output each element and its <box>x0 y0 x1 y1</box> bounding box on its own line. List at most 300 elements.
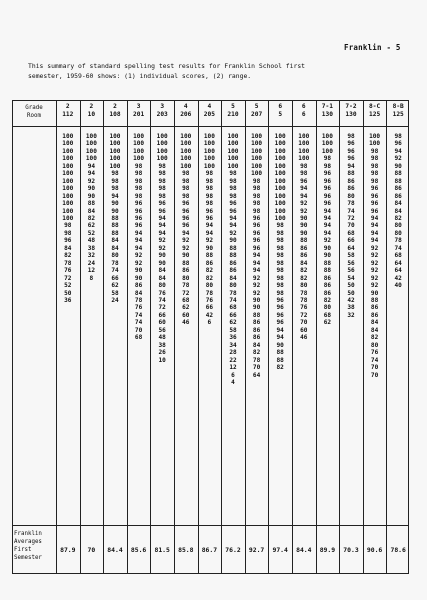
score-value: 86 <box>347 185 355 193</box>
score-value: 84 <box>158 274 166 282</box>
score-value: 80 <box>323 304 332 312</box>
score-value: 78 <box>205 289 214 297</box>
score-value: 98 <box>205 192 214 200</box>
score-value: 100 <box>203 140 215 148</box>
score-value: 98 <box>252 192 261 200</box>
score-value: 88 <box>370 296 379 304</box>
score-value: 96 <box>252 237 261 245</box>
score-value: 98 <box>252 200 261 208</box>
score-value: 64 <box>394 267 402 275</box>
score-value: 96 <box>323 192 332 200</box>
room-value: 10 <box>87 111 96 118</box>
score-value: 94 <box>347 162 355 170</box>
intro-line-1: This summary of standard spelling test results for Franklin School first <box>28 62 306 70</box>
score-value: 100 <box>274 133 286 140</box>
room-column <box>56 101 80 573</box>
score-value: 100 <box>85 140 97 148</box>
score-value: 64 <box>252 371 261 379</box>
score-value: 88 <box>276 356 284 364</box>
score-value: 70 <box>252 364 261 372</box>
score-value: 90 <box>323 252 332 260</box>
grade-room-header <box>13 104 55 120</box>
score-value: 92 <box>300 200 308 208</box>
score-value: 74 <box>370 356 379 364</box>
score-value: 96 <box>158 200 166 208</box>
score-value: 92 <box>205 237 214 245</box>
score-value: 50 <box>347 282 355 290</box>
score-value: 96 <box>323 185 332 193</box>
average-value: 86.7 <box>201 546 218 554</box>
score-value: 74 <box>229 296 237 304</box>
score-value: 56 <box>347 259 355 267</box>
score-value: 100 <box>62 177 74 185</box>
grade-value: 7-1 <box>321 103 333 110</box>
score-value: 100 <box>156 133 168 140</box>
score-value: 96 <box>276 304 284 312</box>
score-value: 76 <box>158 289 166 297</box>
score-value: 78 <box>300 296 308 304</box>
score-value: 6 <box>207 319 212 327</box>
score-value: 74 <box>158 296 166 304</box>
score-value: 90 <box>158 259 166 267</box>
score-value: 48 <box>87 237 96 245</box>
score-value: 50 <box>347 289 355 297</box>
score-value: 100 <box>62 147 74 155</box>
score-value: 100 <box>133 155 145 163</box>
room-value: 207 <box>251 111 263 118</box>
score-value: 84 <box>394 207 402 215</box>
score-value: 80 <box>394 229 402 237</box>
score-value: 100 <box>251 155 263 163</box>
grade-room-cell <box>198 103 222 119</box>
room-value: 125 <box>392 111 404 118</box>
score-value: 100 <box>227 140 239 148</box>
score-value: 98 <box>158 170 166 178</box>
score-value: 92 <box>182 237 190 245</box>
score-value: 100 <box>62 140 74 148</box>
score-value: 96 <box>347 155 355 163</box>
room-value: 205 <box>203 111 215 118</box>
score-value: 90 <box>87 185 96 193</box>
score-value: 88 <box>205 252 214 260</box>
score-value: 100 <box>274 147 286 155</box>
score-value: 100 <box>251 162 263 170</box>
score-value: 76 <box>205 296 214 304</box>
score-value: 12 <box>229 364 237 372</box>
score-value: 98 <box>276 252 284 260</box>
score-value: 72 <box>158 304 166 312</box>
score-list <box>316 133 340 327</box>
score-value: 92 <box>158 244 166 252</box>
score-value: 90 <box>323 244 332 252</box>
score-value: 96 <box>158 207 166 215</box>
averages-label-line: Franklin <box>14 531 42 537</box>
score-value: 100 <box>274 177 286 185</box>
score-value: 98 <box>229 170 237 178</box>
room-column <box>292 101 316 573</box>
grade-value: 5 <box>231 103 235 110</box>
grade-room-cell <box>268 103 292 119</box>
score-value: 100 <box>274 207 286 215</box>
score-value: 100 <box>227 133 239 140</box>
score-value: 70 <box>134 326 143 334</box>
score-value: 60 <box>158 319 166 327</box>
room-column <box>339 101 363 573</box>
score-value: 88 <box>182 259 190 267</box>
score-value: 86 <box>323 289 332 297</box>
score-list <box>339 133 363 319</box>
score-value: 94 <box>370 229 379 237</box>
grade-room-cell <box>292 103 316 119</box>
grade-room-cell <box>316 103 340 119</box>
score-value: 94 <box>323 222 332 230</box>
score-value: 100 <box>62 214 74 222</box>
score-value: 78 <box>182 282 190 290</box>
score-value: 90 <box>134 267 143 275</box>
score-list <box>221 133 245 386</box>
score-value: 100 <box>298 155 310 163</box>
score-value: 98 <box>64 222 72 230</box>
score-list <box>127 133 151 342</box>
score-value: 96 <box>134 222 143 230</box>
score-value: 92 <box>394 155 402 163</box>
score-value: 70 <box>300 319 308 327</box>
grade-value: 3 <box>136 103 141 110</box>
score-value: 96 <box>276 311 284 319</box>
grade-value: 4 <box>207 103 212 110</box>
score-value: 94 <box>205 222 214 230</box>
score-value: 98 <box>394 133 402 140</box>
score-value: 86 <box>229 267 237 275</box>
score-value: 82 <box>64 252 72 260</box>
score-value: 4 <box>231 378 235 386</box>
grade-room-cell <box>150 103 174 119</box>
score-value: 100 <box>62 170 74 178</box>
average-value: 89.9 <box>319 546 336 554</box>
score-value: 66 <box>158 311 166 319</box>
score-value: 98 <box>158 185 166 193</box>
score-value: 100 <box>251 147 263 155</box>
score-value: 62 <box>87 222 96 230</box>
average-value: 87.9 <box>60 546 76 554</box>
score-value: 36 <box>229 334 237 342</box>
score-list <box>245 133 269 379</box>
score-list <box>56 133 80 304</box>
grade-room-cell <box>174 103 198 119</box>
score-value: 90 <box>252 304 261 312</box>
score-value: 100 <box>109 140 121 148</box>
score-value: 98 <box>323 162 332 170</box>
score-value: 94 <box>323 207 332 215</box>
score-value: 96 <box>347 140 355 148</box>
average-value: 97.4 <box>272 546 288 554</box>
score-value: 78 <box>252 356 261 364</box>
score-value: 94 <box>300 185 308 193</box>
score-value: 82 <box>87 214 96 222</box>
score-value: 100 <box>274 155 286 163</box>
score-value: 100 <box>156 155 168 163</box>
score-value: 98 <box>111 177 119 185</box>
score-value: 98 <box>182 177 190 185</box>
score-value: 80 <box>347 192 355 200</box>
score-value: 96 <box>229 200 237 208</box>
score-value: 100 <box>298 147 310 155</box>
score-value: 84 <box>111 244 119 252</box>
average-value: 81.5 <box>154 546 170 554</box>
score-value: 80 <box>300 282 308 290</box>
score-value: 80 <box>111 252 119 260</box>
score-value: 66 <box>229 311 237 319</box>
score-value: 92 <box>370 244 379 252</box>
score-value: 22 <box>229 356 237 364</box>
grade-room-cell <box>80 103 104 119</box>
average-value: 78.6 <box>390 546 406 554</box>
score-value: 80 <box>370 341 379 349</box>
score-value: 54 <box>347 274 355 282</box>
score-value: 100 <box>62 192 74 200</box>
score-value: 92 <box>87 177 96 185</box>
score-value: 100 <box>133 133 145 140</box>
score-value: 72 <box>300 311 308 319</box>
intro-line-2: semester, 1959-60 shows: (1) individual scores, (2) range. <box>28 72 252 80</box>
grade-label: Grade <box>25 105 43 111</box>
grade-value: 6 <box>301 103 306 110</box>
score-value: 88 <box>323 267 332 275</box>
score-value: 94 <box>252 259 261 267</box>
score-value: 80 <box>229 282 237 290</box>
score-value: 70 <box>347 222 355 230</box>
averages-label <box>14 530 56 562</box>
score-value: 94 <box>252 252 261 260</box>
score-value: 100 <box>321 133 333 140</box>
score-value: 98 <box>229 185 237 193</box>
grade-room-cell <box>127 103 151 119</box>
score-value: 100 <box>321 140 333 148</box>
score-value: 84 <box>87 207 96 215</box>
score-value: 68 <box>323 311 332 319</box>
score-value: 100 <box>180 155 192 163</box>
averages-label-line: Averages <box>14 539 42 545</box>
score-value: 100 <box>203 162 215 170</box>
score-value: 52 <box>64 282 72 290</box>
score-value: 86 <box>252 334 261 342</box>
grade-value: 2 <box>65 103 70 110</box>
score-value: 98 <box>276 289 284 297</box>
score-value: 98 <box>229 177 237 185</box>
score-value: 100 <box>227 162 239 170</box>
score-value: 98 <box>182 192 190 200</box>
score-value: 92 <box>252 274 261 282</box>
score-value: 84 <box>158 267 166 275</box>
score-list <box>386 133 410 290</box>
score-value: 94 <box>370 237 379 245</box>
score-value: 88 <box>111 214 119 222</box>
score-value: 98 <box>134 177 143 185</box>
score-value: 98 <box>182 170 190 178</box>
score-value: 82 <box>370 334 379 342</box>
score-value: 100 <box>251 170 263 178</box>
score-value: 96 <box>323 170 332 178</box>
score-value: 46 <box>300 334 308 342</box>
score-value: 72 <box>64 274 72 282</box>
score-value: 92 <box>370 274 379 282</box>
score-value: 82 <box>252 349 261 357</box>
score-value: 74 <box>134 319 143 327</box>
score-value: 96 <box>134 200 143 208</box>
grade-room-cell <box>221 103 245 119</box>
score-value: 92 <box>252 289 261 297</box>
score-list <box>103 133 127 304</box>
score-value: 96 <box>182 214 190 222</box>
score-value: 84 <box>370 319 379 327</box>
score-value: 58 <box>347 252 355 260</box>
room-column <box>150 101 174 573</box>
score-value: 68 <box>229 304 237 312</box>
score-value: 100 <box>274 170 286 178</box>
score-value: 100 <box>109 155 121 163</box>
grade-value: 4 <box>183 103 188 110</box>
score-value: 96 <box>300 177 308 185</box>
score-value: 88 <box>252 311 261 319</box>
score-value: 96 <box>276 296 284 304</box>
score-value: 94 <box>134 229 143 237</box>
score-value: 84 <box>394 200 402 208</box>
score-value: 94 <box>276 334 284 342</box>
score-value: 60 <box>182 311 190 319</box>
room-column <box>268 101 292 573</box>
grade-value: 3 <box>160 103 165 110</box>
score-value: 100 <box>85 147 97 155</box>
score-value: 100 <box>369 133 381 140</box>
average-value: 76.2 <box>225 546 241 554</box>
score-value: 100 <box>203 147 215 155</box>
score-value: 98 <box>134 162 143 170</box>
score-value: 90 <box>111 200 119 208</box>
score-value: 94 <box>229 214 237 222</box>
score-value: 8 <box>89 274 94 282</box>
score-value: 84 <box>134 289 143 297</box>
score-value: 86 <box>300 244 308 252</box>
grade-room-cell <box>386 103 410 119</box>
room-value: 130 <box>321 111 333 118</box>
score-value: 98 <box>276 237 284 245</box>
score-value: 96 <box>370 192 379 200</box>
score-value: 92 <box>370 252 379 260</box>
grade-value: 8-B <box>392 103 404 110</box>
score-value: 98 <box>252 177 261 185</box>
score-list <box>150 133 174 364</box>
score-value: 100 <box>109 162 121 170</box>
score-value: 64 <box>394 259 402 267</box>
score-value: 82 <box>300 274 308 282</box>
score-value: 96 <box>134 207 143 215</box>
average-value: 85.6 <box>130 546 147 554</box>
score-value: 78 <box>64 259 72 267</box>
score-value: 86 <box>205 259 214 267</box>
score-value: 74 <box>394 244 402 252</box>
score-list <box>363 133 387 379</box>
score-value: 98 <box>276 282 284 290</box>
score-value: 42 <box>205 311 214 319</box>
score-value: 94 <box>87 162 96 170</box>
room-value: 210 <box>227 111 239 118</box>
score-value: 52 <box>87 229 96 237</box>
score-value: 90 <box>300 229 308 237</box>
score-value: 100 <box>133 140 145 148</box>
room-value: 125 <box>369 111 381 118</box>
score-value: 98 <box>111 185 119 193</box>
room-column <box>127 101 151 573</box>
grade-value: 2 <box>113 103 117 110</box>
score-value: 90 <box>370 289 379 297</box>
grade-room-cell <box>339 103 363 119</box>
room-column <box>198 101 222 573</box>
score-value: 98 <box>370 147 379 155</box>
score-value: 96 <box>323 200 332 208</box>
score-value: 40 <box>394 282 402 290</box>
score-value: 100 <box>203 133 215 140</box>
average-value: 92.7 <box>248 546 265 554</box>
average-value: 84.4 <box>296 546 312 554</box>
score-value: 84 <box>229 274 237 282</box>
score-value: 96 <box>252 222 261 230</box>
score-value: 96 <box>252 229 261 237</box>
score-value: 100 <box>85 155 97 163</box>
score-value: 74 <box>111 267 119 275</box>
score-value: 92 <box>134 252 143 260</box>
score-value: 90 <box>252 296 261 304</box>
average-value: 90.6 <box>366 546 383 554</box>
score-value: 84 <box>300 259 308 267</box>
score-value: 96 <box>252 244 261 252</box>
score-value: 100 <box>369 140 381 148</box>
score-value: 100 <box>62 200 74 208</box>
score-value: 100 <box>109 133 121 140</box>
score-value: 100 <box>274 192 286 200</box>
score-value: 62 <box>111 282 119 290</box>
score-value: 86 <box>134 282 143 290</box>
score-value: 94 <box>276 326 284 334</box>
score-value: 90 <box>87 192 96 200</box>
score-value: 98 <box>158 162 166 170</box>
room-value: 203 <box>156 111 168 118</box>
room-value: 130 <box>345 111 357 118</box>
score-value: 68 <box>394 252 402 260</box>
score-value: 92 <box>370 259 379 267</box>
score-value: 64 <box>347 244 355 252</box>
score-value: 94 <box>205 229 214 237</box>
score-value: 26 <box>158 349 166 357</box>
score-value: 48 <box>158 334 166 342</box>
score-value: 92 <box>134 259 143 267</box>
score-value: 92 <box>229 229 237 237</box>
score-value: 78 <box>111 259 119 267</box>
score-value: 94 <box>394 147 402 155</box>
score-value: 100 <box>156 147 168 155</box>
score-value: 86 <box>370 304 379 312</box>
score-value: 88 <box>111 222 119 230</box>
score-value: 86 <box>252 319 261 327</box>
score-value: 98 <box>370 177 379 185</box>
score-value: 74 <box>347 207 355 215</box>
room-value: 6 <box>301 111 306 118</box>
score-value: 92 <box>182 244 190 252</box>
score-value: 92 <box>300 207 308 215</box>
score-value: 50 <box>64 289 72 297</box>
score-value: 12 <box>87 267 96 275</box>
score-value: 98 <box>158 192 166 200</box>
score-value: 88 <box>323 259 332 267</box>
